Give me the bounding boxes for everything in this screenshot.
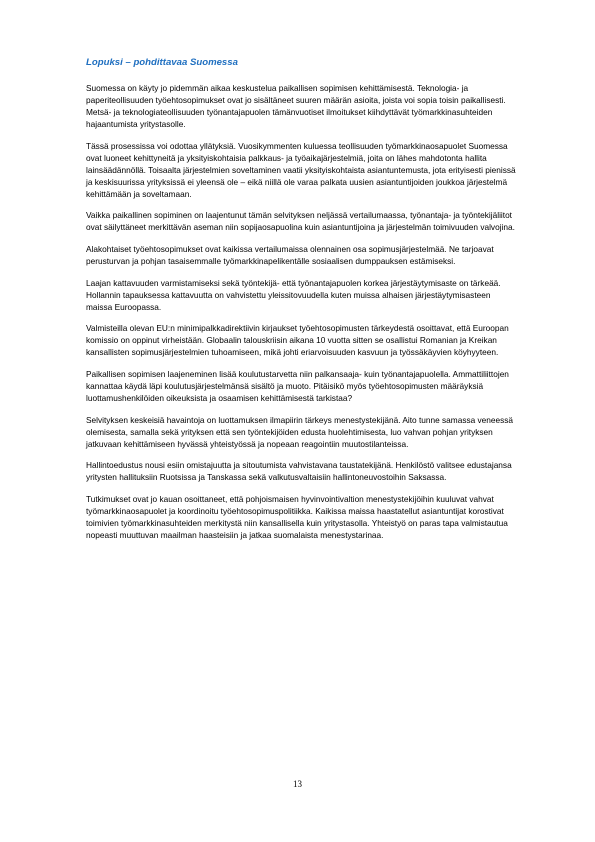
paragraph-8: Selvityksen keskeisiä havaintoja on luottamuksen ilmapiirin tärkeys menestystekijänä. Aito tunne samassa veneessä olemisesta, samalla sekä yrityksen että sen työntekijöiden edusta huolehtimisesta, luo vahvan pohjan yrityksen jatkuvaan kehittämiseen hyvässä yhteistyössä ja nopeaan reagointiin muutostilanteissa. [86, 414, 514, 449]
paragraph-7: Paikallisen sopimisen laajeneminen lisää koulutustarvetta niin palkansaaja- kuin työnantajapuolella. Ammattiliittojen kannattaa käydä läpi koulutusjärjestelmänsä sisältö ja muoto. Pitäisikö myös työehtosopimusten määräyksiä luottamushenkilöiden oikeuksista ja osaamisen kehittämisestä tarkistaa? [86, 368, 509, 403]
paragraph-3: Vaikka paikallinen sopiminen on laajentunut tämän selvityksen neljässä vertailumaassa, työnantaja- ja työntekijäliitot ovat säilyttäneet merkittävän aseman niin sopijaosapuolina kuin asiantuntijoina ja järjestelmän toimivuuden valvojina. [86, 210, 515, 233]
paragraph-10: Tutkimukset ovat jo kauan osoittaneet, että pohjoismaisen hyvinvointivaltion menestystekijöihin kuuluvat vahvat työmarkkinaosapuolet ja koordinoitu työehtosopimuspolitiikka. Kaikissa maissa haastatellut asiantuntijat korostivat toimivien työmarkkinasuhteiden merkitystä niin kansallisella kuin yritystasolla. Yhteistyö on paras tapa valmistautua nopeasti muuttuvan maailman haasteisiin ja jatkaa suomalaista menestystarinaa. [86, 493, 508, 540]
page-content [86, 57, 516, 550]
page-number: 13 [293, 779, 302, 789]
paragraph-1: Suomessa on käyty jo pidemmän aikaa keskustelua paikallisen sopimisen kehittämisestä. Teknologia- ja paperiteollisuuden työehtosopimukset ovat jo sisältäneet suuren määrän asioita, joista voi sopia toisin paikallisesti. Metsä- ja teknologiateollisuuden työnantajapuolen tämänvuotiset ilmoitukset kiihdyttävät työmarkkinasuhteiden hajaantumista yritystasolle. [86, 83, 506, 130]
section-heading: Lopuksi – pohdittavaa Suomessa [86, 57, 238, 68]
paragraph-4: Alakohtaiset työehtosopimukset ovat kaikissa vertailumaissa olennainen osa sopimusjärjestelmää. Ne tarjoavat perusturvan ja pohjan tasaisemmalle työmarkkinapelikentälle sosiaalisen dumppauksen estämiseksi. [86, 244, 494, 267]
paragraph-5: Laajan kattavuuden varmistamiseksi sekä työntekijä- että työnantajapuolen korkea järjestäytymisaste on tärkeää. Hollannin tapauksessa kattavuutta on vahvistettu yleissitovuudella kuten muissa alhaisen järjestäytymisasteen maissa Euroopassa. [86, 277, 501, 312]
paragraph-6: Valmisteilla olevan EU:n minimipalkkadirektiivin kirjaukset työehtosopimusten tärkeydestä osoittavat, että Euroopan komissio on oppinut virheistään. Globaalin talouskriisin aikana 10 vuotta sitten se osallistui Romanian ja Kreikan kansallisten sopimusjärjestelmien tuhoamiseen, mikä johti eriarvoisuuden kasvuun ja työssäkäyvien köyhyyteen. [86, 323, 509, 358]
paragraph-2: Tässä prosessissa voi odottaa yllätyksiä. Vuosikymmenten kuluessa teollisuuden työmarkkinaosapuolet Suomessa ovat luoneet kehittyneitä ja yksityiskohtaisia palkkaus- ja työaikajärjestelmiä, joita on lähes mahdotonta hallita lainsäädännöllä. Toisaalta järjestelmien soveltaminen vaatii yksityiskohtaista asiantuntemusta, jota erityisesti pienissä ja keskisuurissa yrityksissä ei yleensä ole – eikä niillä ole varaa palkata uusien asiantuntijoiden joukkoa järjestelmä kehittämään ja soveltamaan. [86, 140, 516, 199]
paragraph-9: Hallintoedustus nousi esiin omistajuutta ja sitoutumista vahvistavana taustatekijänä. Henkilöstö valitsee edustajansa yritysten hallituksiin Ruotsissa ja Tanskassa sekä valkutusvaltaisiin hallintoneuvostoihin Saksassa. [86, 460, 512, 483]
